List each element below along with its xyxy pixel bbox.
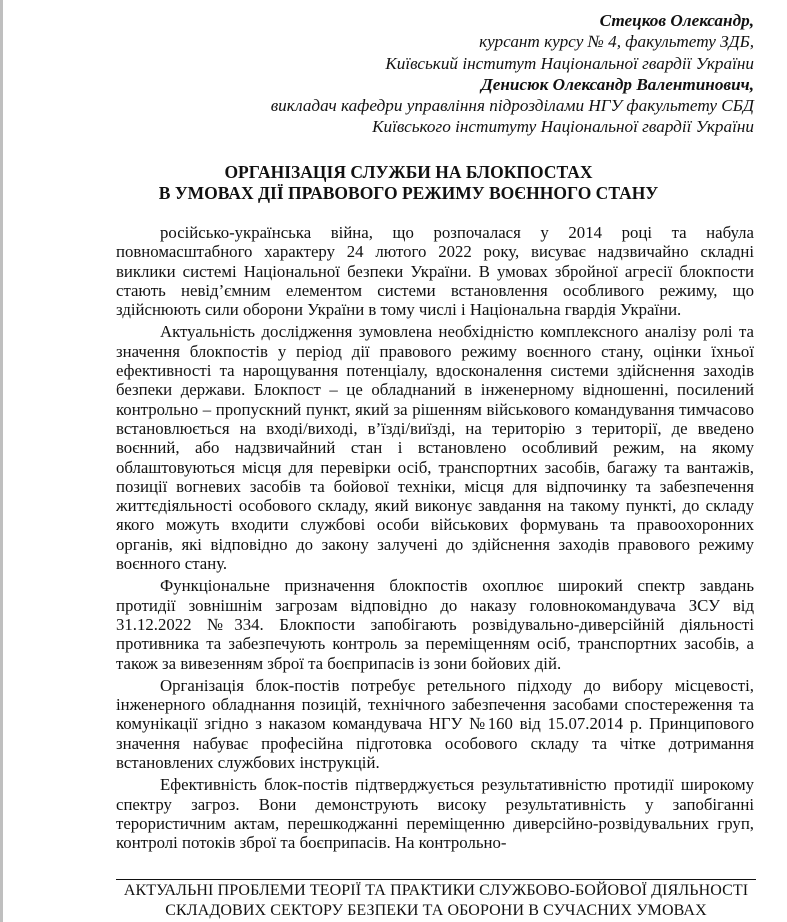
- author-1-position: курсант курсу № 4, факультету ЗДБ,: [479, 32, 754, 52]
- article-title-line-2: В УМОВАХ ДІЇ ПРАВОВОГО РЕЖИМУ ВОЄННОГО СТАНУ: [158, 183, 659, 203]
- author-1-affiliation: Київський інститут Національної гвардії України: [385, 53, 754, 73]
- footer-line-1: АКТУАЛЬНІ ПРОБЛЕМИ ТЕОРІЇ ТА ПРАКТИКИ СЛУЖБОВО-БОЙОВОЇ ДІЯЛЬНОСТІ: [123, 882, 749, 899]
- paragraph: Актуальність дослідження зумовлена необхідністю комплексного аналізу ролі та значення блокпостів у період дії правового режиму воєнного стану, оцінки їхньої ефективності та нарощування потенціалу, вдосконалення системи здійснення заходів безпеки держави. Блокпост – це обладнаний в інженерному відношенні, посилений контрольно – пропускний пункт, який за рішенням військового командування тимчасово встановлюється на вході/виході, в’їзді/виїзді, на територію з території, де введено воєнний, або надзвичайний стан і встановлено особливий режим, на якому облаштовуються місця для перевірки осіб, транспортних засобів, багажу та вантажів, позиції вогневих засобів та бойової техніки, місця для відпочинку та забезпечення життєдіяльності особового складу, який виконує завдання на такому пункті, до складу якого можуть входити службові особи військових формувань та правоохоронних органів, які відповідно до закону залучені до здійснення заходів правового режиму воєнного стану.: [116, 322, 754, 574]
- author-block: [271, 10, 754, 138]
- footer-line-2: СКЛАДОВИХ СЕКТОРУ БЕЗПЕКИ ТА ОБОРОНИ В СУЧАСНИХ УМОВАХ: [165, 901, 707, 919]
- paragraph: російсько-українська війна, що розпочалася у 2014 році та набула повномасштабного характеру 24 лютого 2022 року, висуває надзвичайно складні виклики системі Національної безпеки України. В умовах збройної агресії блокпости стають невід’ємним елементом системи встановлення особливого режиму, що здійснюють сили оборони України в тому числі і Національна гвардія України.: [116, 223, 754, 320]
- paragraph: Ефективність блок-постів підтверджується результативністю протидії широкому спектру загроз. Вони демонструють високу результативність у запобіганні терористичним актам, перешкоджанні переміщенню диверсійно-розвідувальних груп, контролі потоків зброї та боєприпасів. На контрольно-: [116, 775, 754, 853]
- footer-divider: [116, 879, 756, 880]
- author-2-name: Денисюк Олександр Валентинович,: [481, 74, 754, 94]
- paragraph: Організація блок-постів потребує ретельного підходу до вибору місцевості, інженерного обладнання позицій, технічного забезпечення засобами спостереження та комунікації згідно з наказом командувача НГУ №160 від 15.07.2014 р. Принципового значення набуває професійна підготовка особового складу та чітке дотримання встановлених службових інструкцій.: [116, 675, 754, 773]
- author-2-position: викладач кафедри управління підрозділами НГУ факультету СБД: [270, 96, 754, 116]
- author-2-affiliation: Київського інституту Національної гвардії України: [372, 117, 754, 137]
- paragraph: Функціональне призначення блокпостів охоплює широкий спектр завдань протидії зовнішнім загрозам відповідно до наказу головнокомандувача ЗСУ від 31.12.2022 №334. Блокпости запобігають розвідувально-диверсійній діяльності противника та забезпечують контроль за переміщенням осіб, транспортних засобів, а також за вивезенням зброї та боєприпасів із зони бойових дій.: [116, 576, 754, 673]
- author-1-name: Стецков Олександр,: [599, 11, 754, 30]
- article-body: [116, 223, 754, 853]
- running-footer: [116, 881, 756, 920]
- article-title: [0, 162, 787, 204]
- article-title-line-1: ОРГАНІЗАЦІЯ СЛУЖБИ НА БЛОКПОСТАХ: [224, 162, 593, 182]
